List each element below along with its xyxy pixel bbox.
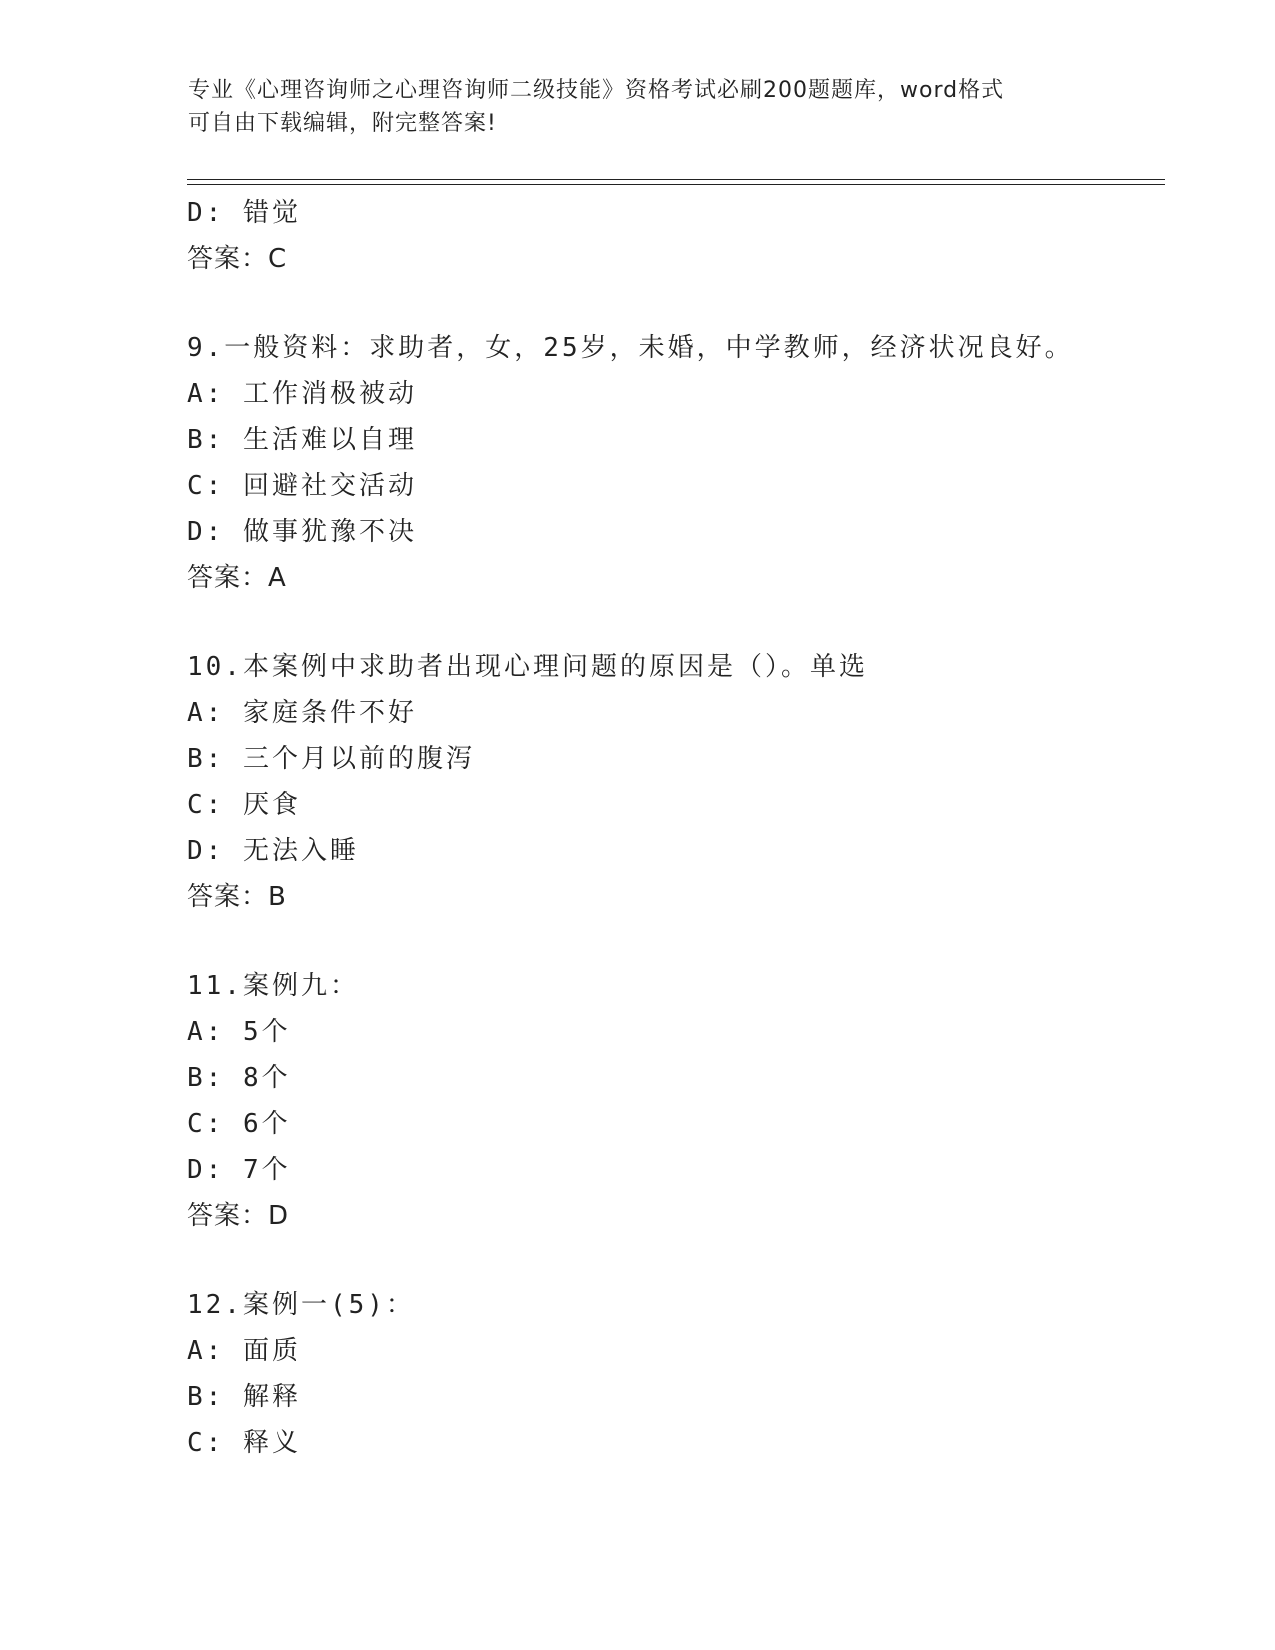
option-b: B: 8个	[187, 1063, 291, 1093]
question-9	[187, 325, 1147, 601]
question-stem: 9.一般资料：求助者，女，25岁，未婚，中学教师，经济状况良好。	[187, 333, 1074, 363]
option-b: B: 三个月以前的腹泻	[187, 744, 475, 774]
option-a: A: 工作消极被动	[187, 379, 417, 409]
question-11	[187, 963, 1147, 1239]
question-10	[187, 644, 1147, 920]
option-b: B: 生活难以自理	[187, 425, 417, 455]
question-list	[187, 190, 1147, 1466]
option-a: A: 5个	[187, 1017, 291, 1047]
option-d: D: 错觉	[187, 198, 301, 228]
option-a: A: 面质	[187, 1336, 301, 1366]
option-c: C: 6个	[187, 1109, 291, 1139]
question-stem: 10.本案例中求助者出现心理问题的原因是（）。单选	[187, 652, 868, 682]
question-12	[187, 1282, 1147, 1466]
option-c: C: 厌食	[187, 790, 301, 820]
answer-line: 答案：D	[187, 1201, 290, 1231]
answer-line: 答案：C	[187, 244, 288, 274]
option-d: D: 7个	[187, 1155, 291, 1185]
option-d: D: 无法入睡	[187, 836, 359, 866]
header-line-1: 专业《心理咨询师之心理咨询师二级技能》资格考试必刷200题题库，word格式	[188, 78, 1005, 103]
option-b: B: 解释	[187, 1382, 301, 1412]
previous-question-tail	[187, 190, 1147, 282]
option-c: C: 释义	[187, 1428, 301, 1458]
header-line-2: 可自由下载编辑，附完整答案!	[188, 111, 497, 136]
question-stem: 12.案例一(5)：	[187, 1290, 415, 1320]
option-d: D: 做事犹豫不决	[187, 517, 417, 547]
answer-line: 答案：B	[187, 882, 287, 912]
option-c: C: 回避社交活动	[187, 471, 417, 501]
question-stem: 11.案例九：	[187, 971, 359, 1001]
header-divider-bottom	[187, 184, 1165, 185]
document-header	[188, 74, 1088, 140]
answer-line: 答案：A	[187, 563, 287, 593]
header-divider-top	[187, 179, 1165, 180]
option-a: A: 家庭条件不好	[187, 698, 417, 728]
